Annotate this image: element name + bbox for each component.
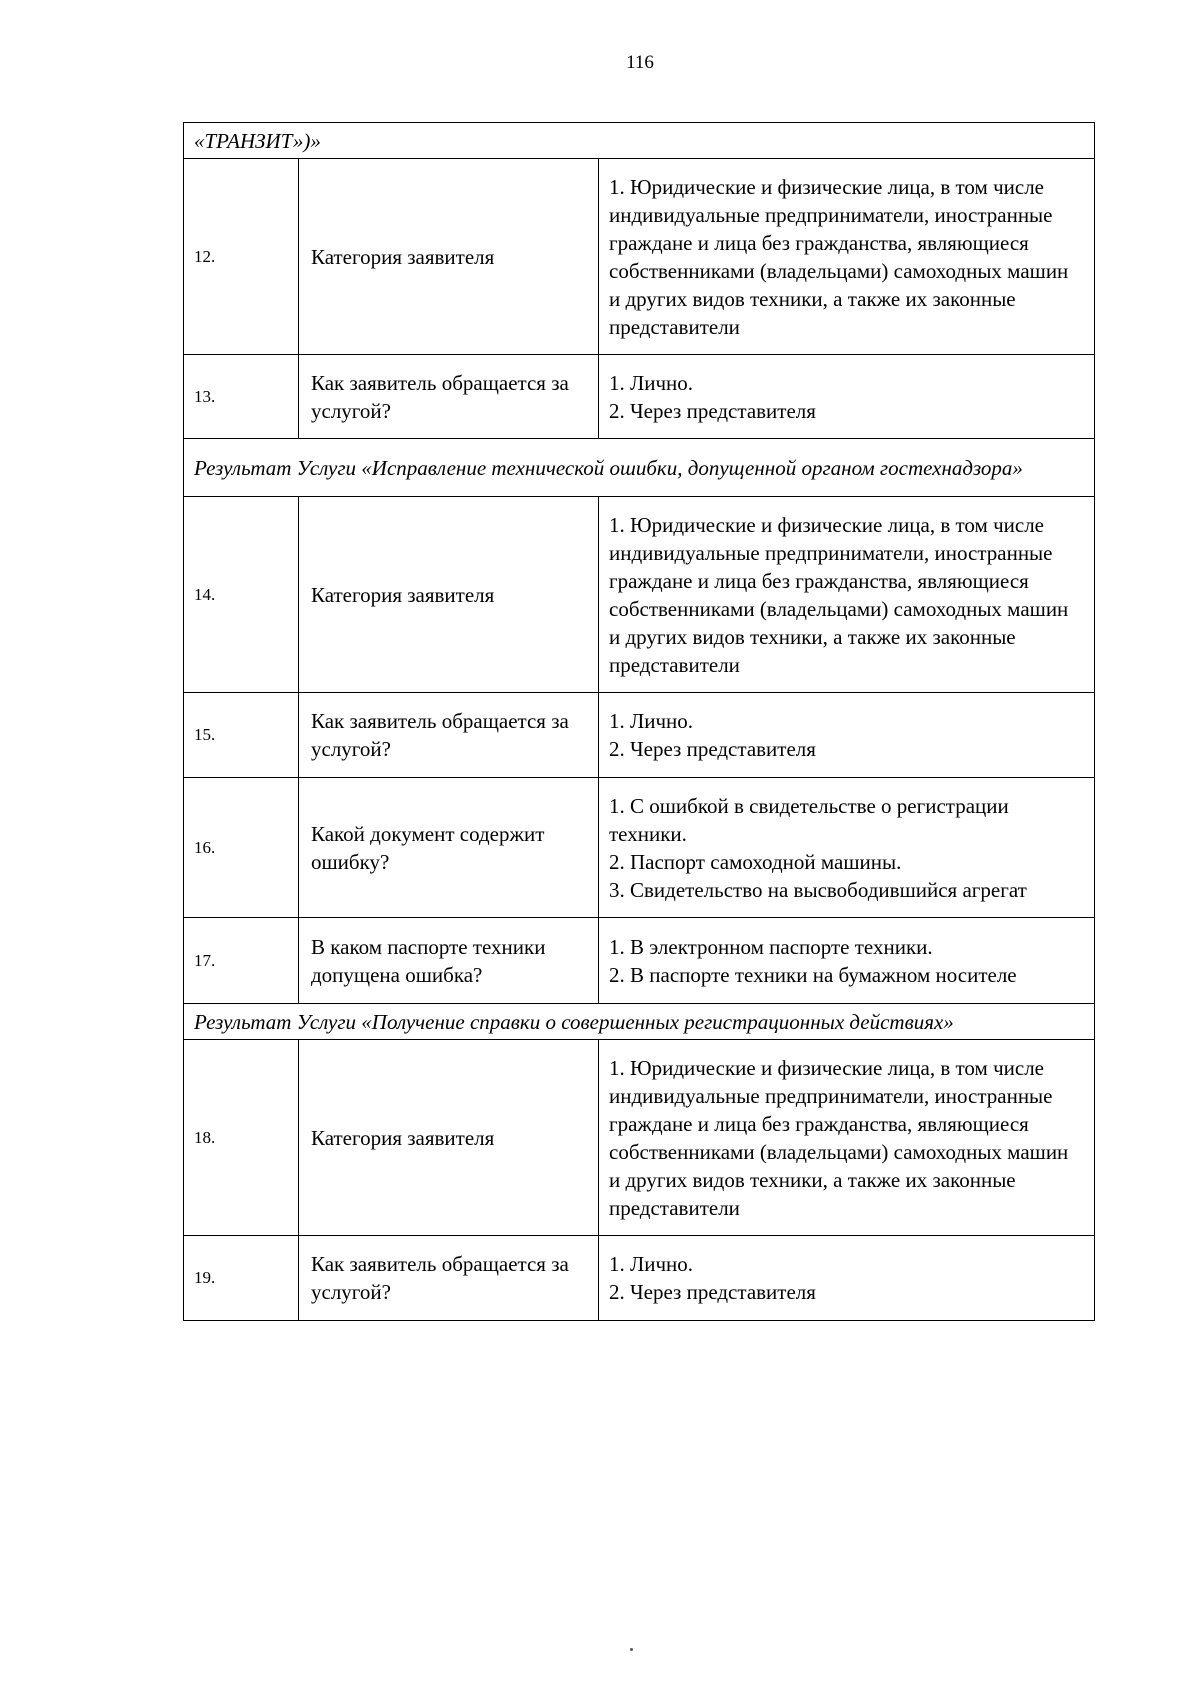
value-line: 2. Через представителя	[609, 1280, 816, 1304]
table-row	[184, 778, 1095, 918]
criterion-value	[599, 918, 1095, 1004]
criterion-label: Как заявитель обращается за услугой?	[299, 355, 599, 439]
table-row	[184, 1040, 1095, 1236]
row-number: 19.	[184, 1236, 299, 1321]
criterion-label: Как заявитель обращается за услугой?	[299, 1236, 599, 1321]
value-line: 1. Лично.	[609, 709, 694, 733]
row-number: 17.	[184, 918, 299, 1004]
section-title: Результат Услуги «Исправление технической ошибки, допущенной органом гостехнадзора»	[184, 439, 1095, 497]
section-row-transit	[184, 123, 1095, 159]
table-row	[184, 1236, 1095, 1321]
criterion-label: Категория заявителя	[299, 1040, 599, 1236]
value-line: 2. Через представителя	[609, 737, 816, 761]
value-line: 2. Паспорт самоходной машины.	[609, 849, 902, 874]
section-row	[184, 439, 1095, 497]
table-row	[184, 497, 1095, 693]
criterion-value	[599, 355, 1095, 439]
value-line: 3. Свидетельство на высвободившийся агрегат	[609, 877, 1027, 902]
row-number: 16.	[184, 778, 299, 918]
row-number: 15.	[184, 693, 299, 778]
criterion-label: В каком паспорте техники допущена ошибка?	[299, 918, 599, 1004]
criteria-table	[183, 122, 1095, 1321]
value-line: 2. В паспорте техники на бумажном носителе	[609, 962, 1017, 987]
section-title: Результат Услуги «Получение справки о совершенных регистрационных действиях»	[184, 1004, 1095, 1040]
value-line: 1. Юридические и физические лица, в том числе индивидуальные предприниматели, иностранные граждане и лица без гражданства, являющиеся собственниками (владельцами) самоходных машин и других видов техники, а также их законные представители	[609, 512, 1069, 677]
criterion-label: Категория заявителя	[299, 159, 599, 355]
row-number: 13.	[184, 355, 299, 439]
row-number: 12.	[184, 159, 299, 355]
value-line: 1. С ошибкой в свидетельстве о регистрации техники.	[609, 793, 1009, 846]
table-row	[184, 693, 1095, 778]
value-line: 1. В электронном паспорте техники.	[609, 934, 933, 959]
row-number: 14.	[184, 497, 299, 693]
criterion-value	[599, 778, 1095, 918]
criterion-value	[599, 497, 1095, 693]
value-line: 1. Лично.	[609, 1252, 694, 1276]
criterion-value	[599, 159, 1095, 355]
criterion-label: Как заявитель обращается за услугой?	[299, 693, 599, 778]
section-title: «ТРАНЗИТ»)»	[184, 123, 1095, 159]
criterion-value	[599, 693, 1095, 778]
value-line: 1. Юридические и физические лица, в том числе индивидуальные предприниматели, иностранные граждане и лица без гражданства, являющиеся собственниками (владельцами) самоходных машин и других видов техники, а также их законные представители	[609, 174, 1069, 339]
scan-dot	[630, 1648, 633, 1651]
table-row	[184, 159, 1095, 355]
criterion-value	[599, 1040, 1095, 1236]
table-row	[184, 355, 1095, 439]
value-line: 2. Через представителя	[609, 398, 816, 423]
value-line: 1. Юридические и физические лица, в том числе индивидуальные предприниматели, иностранные граждане и лица без гражданства, являющиеся собственниками (владельцами) самоходных машин и других видов техники, а также их законные представители	[609, 1055, 1069, 1220]
row-number: 18.	[184, 1040, 299, 1236]
value-line: 1. Лично.	[609, 370, 694, 395]
criterion-label: Категория заявителя	[299, 497, 599, 693]
table-row	[184, 918, 1095, 1004]
criterion-label: Какой документ содержит ошибку?	[299, 778, 599, 918]
page-number: 116	[626, 52, 654, 73]
criterion-value	[599, 1236, 1095, 1321]
section-row	[184, 1004, 1095, 1040]
